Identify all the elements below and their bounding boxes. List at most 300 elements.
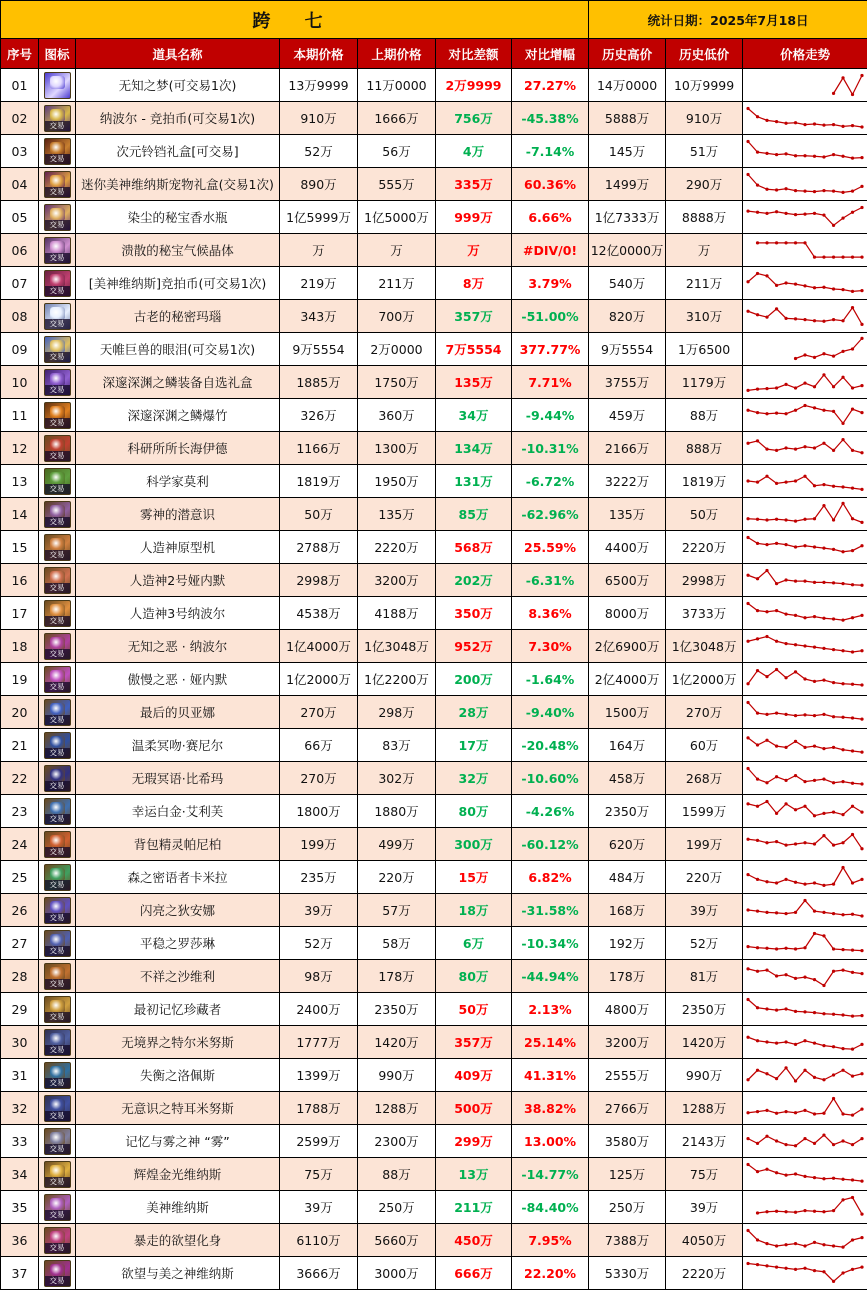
item-icon-cell [39,993,76,1026]
price-difference: 568万 [436,531,512,564]
history-low: 990万 [666,1059,743,1092]
price-trend-sparkline [743,531,867,564]
history-low: 50万 [666,498,743,531]
tradable-tag: 交易 [45,1045,70,1055]
table-row [1,597,867,630]
sparkline-point [813,517,816,520]
sparkline-point [860,614,863,617]
sparkline-point [841,841,844,844]
sparkline-point [803,616,806,619]
sparkline-point [832,318,835,321]
sparkline-point [841,913,844,916]
current-price: 219万 [280,267,358,300]
item-name: 辉煌金光维纳斯 [76,1158,280,1191]
title-row [1,1,867,39]
sparkline-point [860,949,863,952]
history-low: 1万6500 [666,333,743,366]
table-row [1,993,867,1026]
col-header-difference: 对比差额 [436,39,512,69]
row-number: 34 [1,1158,39,1191]
sparkline-point [860,384,863,387]
sparkline-point [822,352,825,355]
row-number: 15 [1,531,39,564]
item-icon-cell [39,861,76,894]
price-trend-sparkline [743,135,867,168]
change-rate: 22.20% [512,1257,589,1290]
sparkline-point [765,947,768,950]
sparkline-point [775,668,778,671]
sparkline-point [841,1245,844,1248]
row-number: 19 [1,663,39,696]
sparkline-point [832,189,835,192]
sparkline-point [832,1097,835,1100]
sparkline-point [822,1210,825,1213]
sparkline-point [822,834,825,837]
tradable-tag: 交易 [45,1243,70,1253]
sparkline-svg [743,828,867,860]
sparkline-point [803,381,806,384]
tradable-tag: 交易 [45,583,70,593]
history-low: 60万 [666,729,743,762]
icon-glyph [50,76,65,89]
tradable-tag: 交易 [45,286,70,296]
sparkline-point [841,1271,844,1274]
sparkline-point [832,843,835,846]
sparkline-point [756,878,759,881]
price-trend-sparkline [743,69,867,102]
sparkline-svg [743,1092,867,1124]
card-icon [44,831,71,858]
sparkline-point [822,483,825,486]
current-price: 270万 [280,696,358,729]
sparkline-point [765,188,768,191]
sparkline-svg [743,795,867,827]
price-difference: 17万 [436,729,512,762]
sparkline-point [775,210,778,213]
sparkline-point [756,1006,759,1009]
sparkline-point [756,480,759,483]
price-difference: 6万 [436,927,512,960]
sparkline-point [860,1236,863,1239]
history-low: 1420万 [666,1026,743,1059]
price-difference: 85万 [436,498,512,531]
sparkline-point [747,389,750,392]
table-row [1,729,867,762]
sparkline-point [841,255,844,258]
sparkline-svg [743,1125,867,1157]
change-rate: 13.00% [512,1125,589,1158]
sparkline-point [775,775,778,778]
sparkline-point [803,1175,806,1178]
col-header-history-low: 历史低价 [666,39,743,69]
price-trend-sparkline [743,333,867,366]
sparkline-point [841,216,844,219]
card-icon [44,864,71,891]
price-trend-sparkline [743,729,867,762]
sparkline-point [756,1110,759,1113]
previous-price: 360万 [358,399,436,432]
sparkline-point [775,153,778,156]
sparkline-point [794,317,797,320]
sparkline-point [832,1013,835,1016]
item-name: 雾神的潜意识 [76,498,280,531]
sparkline-point [747,479,750,482]
sparkline-point [785,578,788,581]
change-rate: -51.00% [512,300,589,333]
sparkline-point [803,975,806,978]
sparkline-point [851,650,854,653]
sparkline-point [765,412,768,415]
sparkline-point [841,968,844,971]
item-icon-cell [39,663,76,696]
sparkline-point [860,750,863,753]
sparkline-point [851,1178,854,1181]
previous-price: 2300万 [358,1125,436,1158]
sparkline-point [747,173,750,176]
sparkline-line [748,1037,862,1049]
price-difference: 13万 [436,1158,512,1191]
sparkline-point [832,746,835,749]
sparkline-point [832,970,835,973]
col-header-icon: 图标 [39,39,76,69]
sparkline-point [851,1143,854,1146]
sparkline-point [765,1072,768,1075]
card-icon [44,567,71,594]
col-header-name: 道具名称 [76,39,280,69]
sparkline-line [748,738,862,752]
sparkline-point [775,744,778,747]
sparkline-point [860,289,863,292]
sparkline-point [765,739,768,742]
tradable-tag: 交易 [45,1078,70,1088]
sparkline-point [756,1069,759,1072]
price-difference: 299万 [436,1125,512,1158]
history-high: 1500万 [589,696,666,729]
sparkline-point [860,521,863,524]
sparkline-svg [743,663,867,695]
sparkline-point [841,1178,844,1181]
sparkline-svg [743,135,867,167]
current-price: 1800万 [280,795,358,828]
sparkline-line [748,208,862,226]
sparkline-svg [743,1191,867,1223]
current-price: 1亿4000万 [280,630,358,663]
sparkline-point [775,609,778,612]
price-trend-sparkline [743,960,867,993]
card-icon [44,1161,71,1188]
item-icon-cell [39,696,76,729]
tradable-tag: 交易 [45,1210,70,1220]
col-header-change-rate: 对比增幅 [512,39,589,69]
sparkline-point [794,121,797,124]
history-high: 459万 [589,399,666,432]
sparkline-point [860,185,863,188]
row-number: 20 [1,696,39,729]
price-trend-sparkline [743,1257,867,1290]
sparkline-point [785,446,788,449]
price-difference: 500万 [436,1092,512,1125]
current-price: 万 [280,234,358,267]
sparkline-svg [743,597,867,629]
sparkline-svg [743,531,867,563]
card-icon [44,798,71,825]
price-difference: 211万 [436,1191,512,1224]
sparkline-point [747,701,750,704]
history-high: 458万 [589,762,666,795]
sparkline-point [794,282,797,285]
sparkline-point [765,543,768,546]
history-low: 万 [666,234,743,267]
sparkline-point [794,774,797,777]
item-icon-cell [39,1092,76,1125]
current-price: 1166万 [280,432,358,465]
item-icon-cell [39,1224,76,1257]
sparkline-point [794,357,797,360]
sparkline-point [851,517,854,520]
sparkline-point [860,125,863,128]
sparkline-point [851,211,854,214]
previous-price: 1420万 [358,1026,436,1059]
sparkline-point [765,475,768,478]
sparkline-svg [743,366,867,398]
sparkline-svg [743,102,867,134]
row-number: 07 [1,267,39,300]
sparkline-line [748,476,862,489]
sparkline-line [758,243,862,257]
price-difference: 80万 [436,795,512,828]
history-high: 9万5554 [589,333,666,366]
sparkline-point [785,642,788,645]
sparkline-line [748,274,862,292]
previous-price: 700万 [358,300,436,333]
sparkline-point [860,810,863,813]
item-name: 傲慢之恶 · 娅内默 [76,663,280,696]
sparkline-svg [743,960,867,992]
history-low: 52万 [666,927,743,960]
sparkline-point [851,549,854,552]
sparkline-point [860,914,863,917]
column-header-row [1,39,867,69]
current-price: 1亿2000万 [280,663,358,696]
sparkline-point [813,190,816,193]
sparkline-point [775,542,778,545]
item-name: 闪亮之狄安娜 [76,894,280,927]
sparkline-point [747,409,750,412]
price-difference: 202万 [436,564,512,597]
table-row [1,465,867,498]
change-rate: #DIV/0! [512,234,589,267]
row-number: 28 [1,960,39,993]
sparkline-point [851,124,854,127]
history-high: 820万 [589,300,666,333]
sparkline-point [785,612,788,615]
previous-price: 万 [358,234,436,267]
tradable-tag: 交易 [45,385,70,395]
history-high: 168万 [589,894,666,927]
sparkline-point [794,189,797,192]
current-price: 2400万 [280,993,358,1026]
sparkline-point [765,1135,768,1138]
item-name: 欲望与美之神维纳斯 [76,1257,280,1290]
previous-price: 302万 [358,762,436,795]
price-difference: 999万 [436,201,512,234]
price-difference: 18万 [436,894,512,927]
price-difference: 15万 [436,861,512,894]
sparkline-point [832,123,835,126]
sparkline-point [832,581,835,584]
sparkline-point [813,484,816,487]
sparkline-point [822,1012,825,1015]
table-row [1,201,867,234]
sparkline-point [803,445,806,448]
sparkline-point [785,383,788,386]
sparkline-point [794,1043,797,1046]
row-number: 32 [1,1092,39,1125]
sparkline-point [841,1112,844,1115]
sparkline-point [785,1110,788,1113]
sparkline-point [813,319,816,322]
sparkline-point [841,350,844,353]
sparkline-point [765,569,768,572]
item-icon-cell [39,102,76,135]
sparkline-point [765,713,768,716]
sparkline-point [851,93,854,96]
change-rate: -6.72% [512,465,589,498]
table-row [1,564,867,597]
tradable-tag: 交易 [45,187,70,197]
row-number: 01 [1,69,39,102]
sparkline-point [832,617,835,620]
sparkline-point [794,479,797,482]
sparkline-point [765,274,768,277]
sparkline-point [803,805,806,808]
table-row [1,1257,867,1290]
sparkline-point [822,213,825,216]
sparkline-point [813,744,816,747]
sparkline-point [822,286,825,289]
previous-price: 1亿2200万 [358,663,436,696]
price-trend-sparkline [743,630,867,663]
sparkline-point [765,1007,768,1010]
card-icon [44,765,71,792]
price-trend-sparkline [743,762,867,795]
history-low: 8888万 [666,201,743,234]
sparkline-point [803,780,806,783]
price-trend-sparkline [743,1125,867,1158]
price-trend-sparkline [743,399,867,432]
sparkline-point [785,518,788,521]
sparkline-point [822,713,825,716]
sparkline-point [813,385,816,388]
sparkline-point [860,782,863,785]
sparkline-point [822,1112,825,1115]
item-icon-cell [39,1125,76,1158]
sparkline-point [832,287,835,290]
sparkline-line [748,308,862,325]
sparkline-point [794,1079,797,1082]
sparkline-point [813,286,816,289]
sparkline-point [785,1143,788,1146]
item-icon-cell [39,1191,76,1224]
sparkline-point [803,713,806,716]
item-icon-cell [39,465,76,498]
current-price: 52万 [280,135,358,168]
sparkline-point [747,998,750,1001]
sparkline-point [822,984,825,987]
price-difference: 7万5554 [436,333,512,366]
change-rate: -60.12% [512,828,589,861]
history-high: 145万 [589,135,666,168]
sparkline-point [832,518,835,521]
row-number: 21 [1,729,39,762]
sparkline-point [851,881,854,884]
row-number: 18 [1,630,39,663]
sparkline-point [841,76,844,79]
sparkline-point [851,290,854,293]
sparkline-point [803,318,806,321]
sparkline-point [832,354,835,357]
previous-price: 57万 [358,894,436,927]
sparkline-line [748,637,862,652]
row-number: 27 [1,927,39,960]
sparkline-point [822,1044,825,1047]
sparkline-point [860,1179,863,1182]
history-high: 125万 [589,1158,666,1191]
sparkline-point [841,1139,844,1142]
price-trend-sparkline [743,795,867,828]
history-low: 81万 [666,960,743,993]
item-name: 无知之梦(可交易1次) [76,69,280,102]
sparkline-point [756,1211,759,1214]
previous-price: 211万 [358,267,436,300]
sparkline-point [756,115,759,118]
sparkline-point [851,449,854,452]
sparkline-point [851,1113,854,1116]
change-rate: -62.96% [512,498,589,531]
scale-box-icon [44,369,71,396]
sparkline-point [851,347,854,350]
tradable-tag: 交易 [45,814,70,824]
history-low: 910万 [666,102,743,135]
item-icon-cell [39,597,76,630]
sparkline-point [794,808,797,811]
history-low: 2220万 [666,531,743,564]
price-difference: 357万 [436,1026,512,1059]
card-icon [44,468,71,495]
change-rate: 6.82% [512,861,589,894]
sparkline-point [785,122,788,125]
sparkline-point [841,438,844,441]
sparkline-point [841,191,844,194]
price-trend-sparkline [743,168,867,201]
sparkline-line [758,1198,862,1215]
sparkline-point [822,884,825,887]
tradable-tag: 交易 [45,1012,70,1022]
sparkline-svg [743,300,867,332]
history-low: 1288万 [666,1092,743,1125]
sparkline-point [756,439,759,442]
sparkline-point [756,1039,759,1042]
card-icon [44,1095,71,1122]
price-difference: 335万 [436,168,512,201]
sparkline-point [851,1047,854,1050]
sparkline-point [785,187,788,190]
price-trend-sparkline [743,432,867,465]
history-low: 268万 [666,762,743,795]
sparkline-point [822,1243,825,1246]
item-icon-cell [39,960,76,993]
history-high: 3222万 [589,465,666,498]
